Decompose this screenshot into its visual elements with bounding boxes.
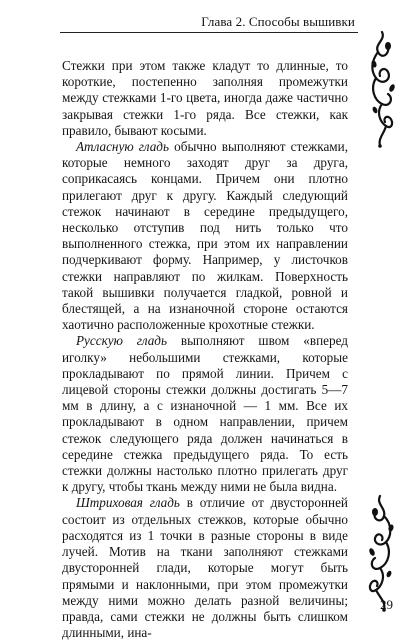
paragraph bbox=[62, 139, 348, 333]
swirl-ornament-bottom-icon bbox=[366, 494, 398, 612]
body-text bbox=[62, 58, 348, 641]
paragraph bbox=[62, 333, 348, 495]
term-italic: Атласную гладь bbox=[76, 139, 169, 155]
term-italic: Русскую гладь bbox=[76, 333, 167, 349]
paragraph-text: выполняют швом «вперед иголку» небольшими стежками, которые прокладывают по прямой линии. Причем с лицевой стороны стежки должны достигать 5—7 мм в длину, а с изнаночной — 1 мм. Все их прокладывают в одном направлении, причем стежок следующего ряда должен начинаться в середине стежка предыдущего ряда. То есть стежки должны настолько плотно прилегать друг к другу, чтобы ткань между ними не была видна. bbox=[62, 333, 348, 495]
running-header: Глава 2. Способы вышивки bbox=[201, 14, 355, 29]
header-rule bbox=[60, 32, 358, 33]
swirl-ornament-top-icon bbox=[366, 30, 398, 148]
paragraph bbox=[62, 58, 348, 139]
paragraph-text: в отличие от двусторонней состоит из отдельных стежков, которые обычно расходятся из 1 точки в разные стороны в виде лучей. Мотив на ткани заполняют стежками двусторонней глади, которые могут быть прямыми и наклонными, при этом промежутки между ними можно делать разной величины; правда, сами стежки не должны быть слишком длинными, ина- bbox=[62, 495, 348, 641]
paragraph-text: обычно выполняют стежками, которые немного заходят друг за друга, соприкасаясь концами. Причем они плотно прилегают друг к другу. Каждый следующий стежок начинают в середине предыдущего, несколько отступив под нить только что выполненного стежка, при этом их направлении подчеркивают форму. Например, у листочков стежки направляют по жилкам. Поверхность такой вышивки получается гладкой, ровной и блестящей, а на изнаночной стороне остаются хаотично расположенные крохотные стежки. bbox=[62, 139, 349, 333]
term-italic: Штриховая гладь bbox=[76, 495, 180, 511]
paragraph-text: Стежки при этом также кладут то длинные, то короткие, постепенно заполняя промежутки между стежками 1-го цвета, иногда даже частично закрывая стежки 1-го ряда. Все стежки, как правило, бывают косыми. bbox=[62, 58, 348, 138]
page-number: 29 bbox=[380, 597, 393, 612]
paragraph bbox=[62, 495, 348, 641]
